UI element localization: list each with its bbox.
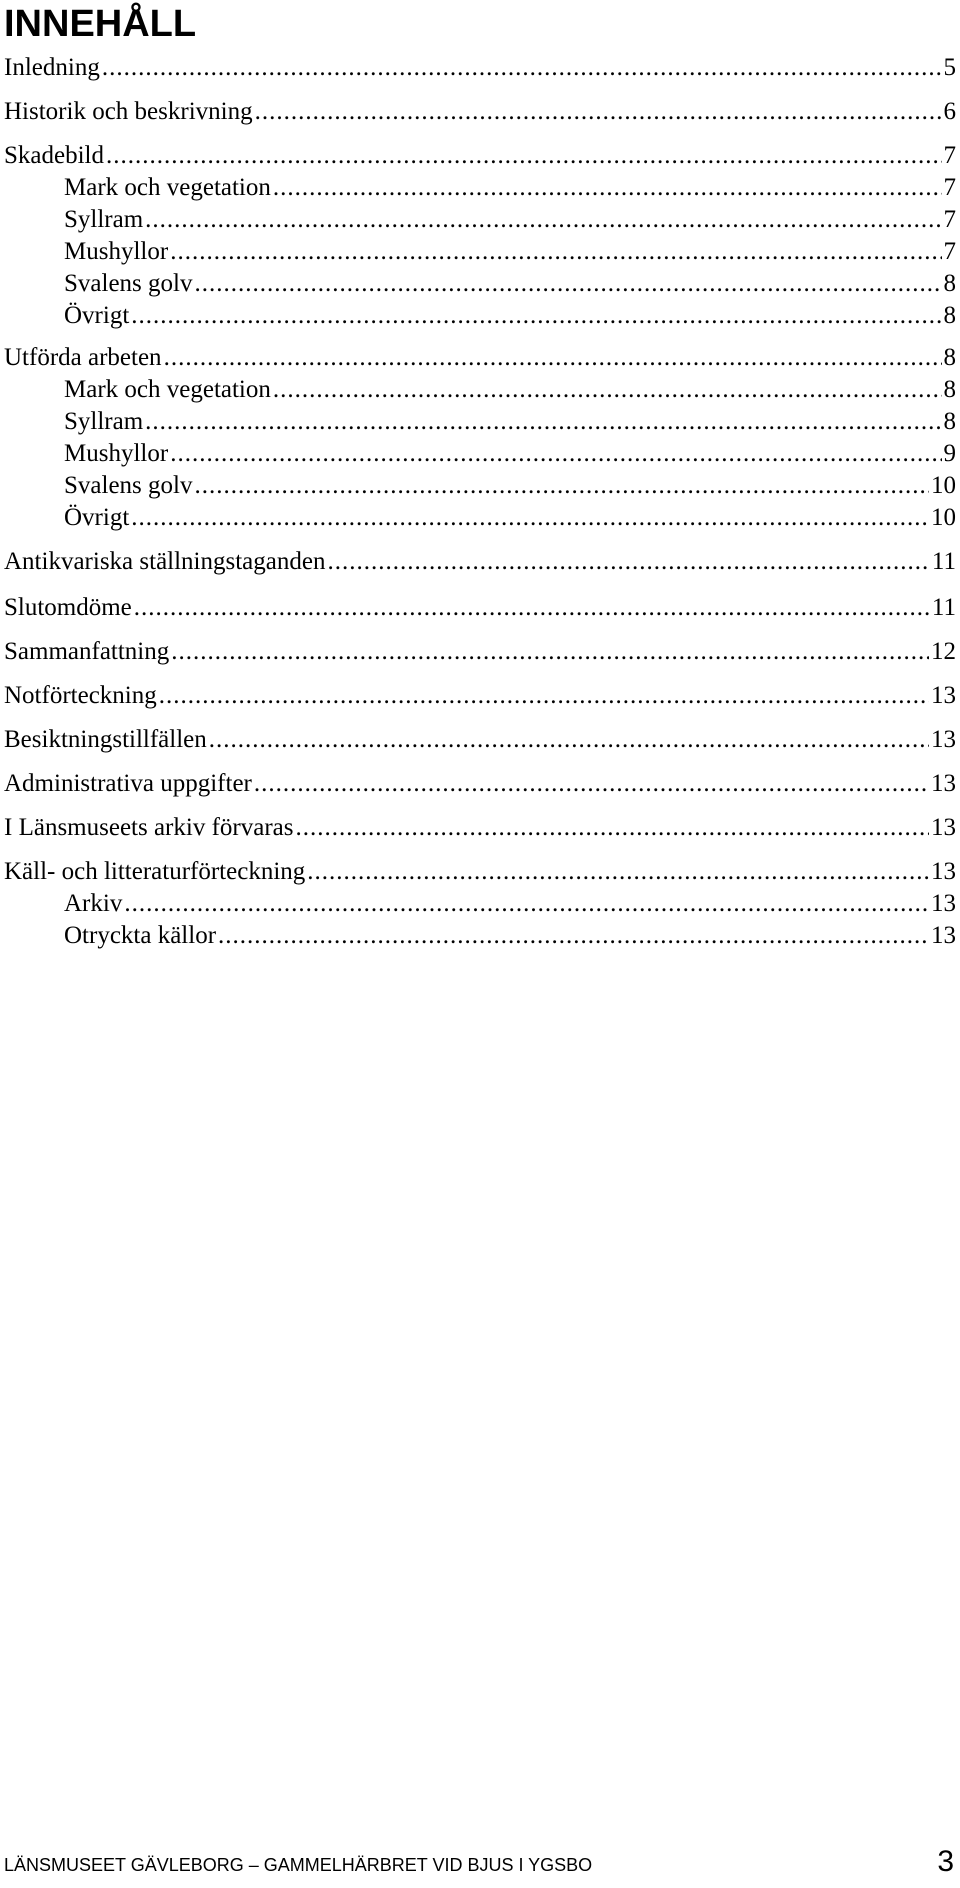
toc-entry[interactable] bbox=[4, 140, 956, 172]
toc-entry[interactable] bbox=[4, 680, 956, 712]
toc-entry-label: Slutomdöme bbox=[4, 594, 132, 621]
toc-dot-leader bbox=[254, 768, 929, 800]
toc-dot-leader bbox=[307, 856, 929, 888]
toc-dot-leader bbox=[145, 406, 941, 438]
toc-entry-label: Syllram bbox=[64, 206, 144, 233]
toc-dot-leader bbox=[171, 636, 929, 668]
toc-entry[interactable] bbox=[4, 52, 956, 84]
toc-entry-page: 8 bbox=[943, 302, 956, 329]
toc-entry-label: Administrativa uppgifter bbox=[4, 770, 252, 797]
toc-entry-page: 7 bbox=[943, 206, 956, 233]
toc-entry-label: Syllram bbox=[64, 408, 144, 435]
toc-entry-label: Mark och vegetation bbox=[64, 174, 271, 201]
footer-text: LÄNSMUSEET GÄVLEBORG – GAMMELHÄRBRET VID BJUS I YGSBO bbox=[4, 1855, 593, 1875]
toc-dot-leader bbox=[170, 236, 941, 268]
toc-entry[interactable] bbox=[64, 374, 956, 406]
toc-entry-label: I Länsmuseets arkiv förvaras bbox=[4, 814, 294, 841]
toc-entry[interactable] bbox=[4, 636, 956, 668]
toc-entry-label: Antikvariska ställningstaganden bbox=[4, 548, 326, 575]
toc-entry-label: Besiktningstillfällen bbox=[4, 726, 207, 753]
toc-entry-label: Utförda arbeten bbox=[4, 344, 162, 371]
toc-dot-leader bbox=[102, 52, 942, 84]
toc-dot-leader bbox=[131, 300, 941, 332]
toc-entry-page: 13 bbox=[931, 814, 956, 841]
toc-entry-label: Mark och vegetation bbox=[64, 376, 271, 403]
toc-entry-page: 13 bbox=[931, 858, 956, 885]
toc-entry-label: Övrigt bbox=[64, 302, 130, 329]
toc-entry-page: 8 bbox=[943, 376, 956, 403]
toc-dot-leader bbox=[218, 920, 929, 952]
toc-entry-page: 7 bbox=[943, 174, 956, 201]
toc-entry[interactable] bbox=[64, 172, 956, 204]
toc-entry-page: 5 bbox=[943, 54, 956, 81]
toc-entry-page: 13 bbox=[931, 922, 956, 949]
toc-entry-page: 10 bbox=[931, 472, 956, 499]
toc-entry[interactable] bbox=[4, 342, 956, 374]
toc-dot-leader bbox=[194, 268, 941, 300]
toc-entry-page: 7 bbox=[943, 142, 956, 169]
toc-entry-label: Mushyllor bbox=[64, 440, 169, 467]
toc-entry-label: Notförteckning bbox=[4, 682, 157, 709]
toc-entry-page: 8 bbox=[943, 408, 956, 435]
toc-entry[interactable] bbox=[4, 856, 956, 888]
footer-page-number: 3 bbox=[937, 1845, 954, 1878]
toc-entry-label: Skadebild bbox=[4, 142, 104, 169]
toc-entry-page: 11 bbox=[931, 548, 956, 575]
toc-entry[interactable] bbox=[4, 812, 956, 844]
toc-entry[interactable] bbox=[64, 204, 956, 236]
toc-dot-leader bbox=[124, 888, 929, 920]
toc-entry-page: 12 bbox=[931, 638, 956, 665]
toc-entry[interactable] bbox=[4, 768, 956, 800]
toc-entry-page: 8 bbox=[943, 344, 956, 371]
toc-dot-leader bbox=[134, 592, 930, 624]
toc-dot-leader bbox=[131, 502, 929, 534]
toc-dot-leader bbox=[106, 140, 942, 172]
toc-entry[interactable] bbox=[64, 920, 956, 952]
toc-dot-leader bbox=[273, 374, 942, 406]
toc-entry-label: Historik och beskrivning bbox=[4, 98, 253, 125]
toc-dot-leader bbox=[164, 342, 942, 374]
toc-entry[interactable] bbox=[64, 268, 956, 300]
toc-entry[interactable] bbox=[4, 546, 956, 578]
toc-entry-page: 13 bbox=[931, 682, 956, 709]
toc-entry-page: 13 bbox=[931, 726, 956, 753]
toc-entry-label: Inledning bbox=[4, 54, 100, 81]
toc-entry-label: Svalens golv bbox=[64, 270, 193, 297]
toc-entry[interactable] bbox=[64, 502, 956, 534]
toc-dot-leader bbox=[194, 470, 929, 502]
toc-dot-leader bbox=[159, 680, 929, 712]
toc-entry-label: Svalens golv bbox=[64, 472, 193, 499]
page-title: INNEHÅLL bbox=[4, 3, 197, 45]
toc-entry-label: Mushyllor bbox=[64, 238, 169, 265]
toc-entry-label: Käll- och litteraturförteckning bbox=[4, 858, 306, 885]
toc-entry-page: 9 bbox=[943, 440, 956, 467]
toc-dot-leader bbox=[209, 724, 929, 756]
toc-entry-page: 11 bbox=[931, 594, 956, 621]
toc-entry[interactable] bbox=[64, 406, 956, 438]
toc-entry[interactable] bbox=[64, 236, 956, 268]
toc-dot-leader bbox=[170, 438, 941, 470]
toc-entry-page: 7 bbox=[943, 238, 956, 265]
toc-entry-label: Övrigt bbox=[64, 504, 130, 531]
toc-entry[interactable] bbox=[64, 470, 956, 502]
toc-entry-page: 6 bbox=[943, 98, 956, 125]
toc-entry-label: Arkiv bbox=[64, 890, 123, 917]
toc-dot-leader bbox=[273, 172, 942, 204]
toc-entry-page: 8 bbox=[943, 270, 956, 297]
toc-entry[interactable] bbox=[4, 592, 956, 624]
toc-entry-page: 13 bbox=[931, 770, 956, 797]
toc-entry-label: Sammanfattning bbox=[4, 638, 170, 665]
toc-entry[interactable] bbox=[64, 888, 956, 920]
toc-dot-leader bbox=[145, 204, 941, 236]
toc-entry-page: 10 bbox=[931, 504, 956, 531]
toc-dot-leader bbox=[295, 812, 929, 844]
toc-entry-label: Otryckta källor bbox=[64, 922, 217, 949]
toc-entry[interactable] bbox=[4, 96, 956, 128]
toc-entry[interactable] bbox=[64, 438, 956, 470]
toc-dot-leader bbox=[255, 96, 942, 128]
page-footer bbox=[4, 1844, 954, 1880]
toc-entry-page: 13 bbox=[931, 890, 956, 917]
toc-entry[interactable] bbox=[4, 724, 956, 756]
toc-dot-leader bbox=[327, 546, 929, 578]
toc-entry[interactable] bbox=[64, 300, 956, 332]
